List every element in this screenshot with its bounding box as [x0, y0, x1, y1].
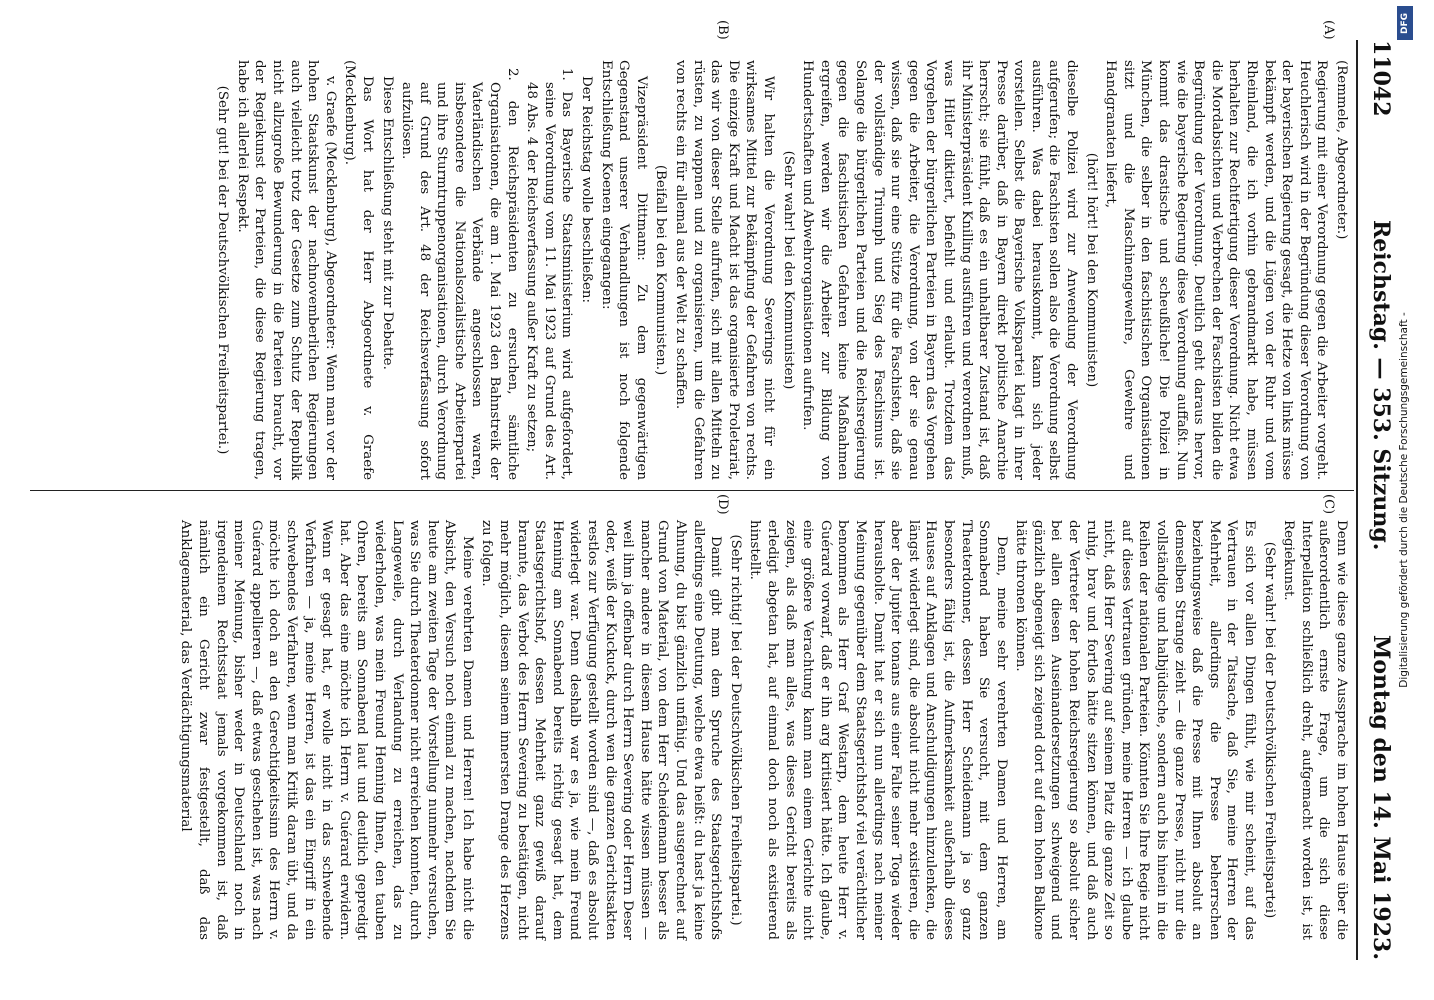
- paragraph: Meine verehrten Damen und Herren! Ich habe nicht die Absicht, den Versuch noch einmal zu machen, nachdem Sie heute am zweiten Tage der Vorstellung nunmehr versuchen, was Sie durch Theaterdonner nicht erreichen konnten, durch Langeweile, durch Verlandung zu erreichen, das zu wiederholen, was mein Freund Henning Ihnen, den tauben Ohren, bereits am Sonnabend laut und deutlich gepredigt hat. Aber das eine möchte ich Herrn v. Guérard erwidern. Wenn er gesagt hat, er wolle nicht in das schwebende Verfahren — ja, meine Herren, ist das ein Eingriff in ein schwebendes Verfahren, wenn man Kritik daran übt, und da möchte ich doch an den Gerechtigkeitssinn des Herrn v. Guérard appellieren —, daß etwas geschehen ist, was nach meiner Meinung, bisher weder in Deutschland noch in irgendeinem Rechtsstaat jemals vorgekommen ist, daß nämlich ein Gericht zwar festgestellt, daß das Anklagematerial, das Verdächtigungsmaterial: [178, 520, 475, 940]
- interjection: (Sehr richtig! bei der Deutschvölkischen Freiheitspartei.): [727, 534, 743, 926]
- credit-text: Digitalisierung gefördert durch die Deutsche Forschungsgemeinschaft -: [1398, 312, 1410, 688]
- paragraph: Regierung mit einer Verordnung gegen die Arbeiter vorgeht. Heuchlerisch wird in der Begründung dieser Verordnung von der bayerischen Regierung gesagt, die Hetze von links müsse bekämpft werden, und die Lügen von der Ruhr und vom Rheinland, die ich vorhin gebrandmarkt habe, müssen herhalten zur Rechtfertigung dieser Verordnung. Nicht etwa die Mordabsichten und Verbrechen der Faschisten bilden die Begründung der Verordnung. Deutlich geht daraus hervor, wie die bayerische Regierung diese Verordnung auffaßt. Nun kommt das drastische und scheußliche! Die Polizei in München, die selber in den faschistischen Organisationen sitzt und die Maschinengewehre, Gewehre und Handgranaten liefert,: [1103, 60, 1330, 480]
- margin-mark-b: (B): [715, 20, 730, 40]
- right-column: [175, 520, 1350, 940]
- page-number: 11042: [1368, 40, 1394, 117]
- paragraph: Denn, meine sehr verehrten Damen und Herren, am Sonnabend haben Sie versucht, mit dem ganzen Theaterdonner, dessen Herr Scheidemann ja so ganz besonders fähig ist, die Aufmerksamkeit außerhalb dieses Hauses auf Anklagen und Anschuldigungen hinzulenken, die längst widerlegt sind, die absolut nicht mehr existieren, die aber der Jupiter tonans aus einer Falte seiner Toga wieder herausholte. Damit hat er sich nun allerdings nach meiner Meinung gegenüber dem Staatsgerichtshof viel verächtlicher benommen als Herr Graf Westarp, dem heute Herr v. Guérard vorwarf, daß er ihn arg kritisiert hätte. Ich glaube, eine größere Verachtung kann man einem Gerichte nicht zeigen, als daß man alles, was dieses Gericht bereits als erledigt abgetan hat, auf einmal doch noch als existierend hinstellt.: [747, 520, 1009, 940]
- paragraph: Denn wie diese ganze Aussprache im hohen Hause über die außerordentlich ernste Frage, um die sich diese Interpellation schließlich dreht, aufgemacht worden ist, ist Regiekunst.: [1281, 520, 1349, 940]
- interjection: (Sehr wahr! bei den Kommunisten): [780, 150, 796, 390]
- paragraph: Der Reichstag wolle beschließen:: [579, 76, 595, 304]
- list-item: 1. Das Bayerische Staatsministerium wird aufgefordert, seine Verordnung vom 11. Mai 1923 auf Grund des Art. 48 Abs. 4 der Reichsverfassung außer Kraft zu setzen;: [524, 68, 575, 480]
- paragraph: Damit gibt man dem Spruche des Staatsgerichtshofs allerdings eine Deutung, welche etwa heißt: du hast ja keine Ahnung, du bist gänzlich unfähig. Und das ausgerechnet auf Grund von Material, von dem Herr Scheidemann besser als mancher andere in diesem Hause hätte wissen müssen — weil ihm ja offenbar durch Herrn Severing oder Herrn Deser oder, weiß der Kuckuck, durch wen die ganzen Gerichtsakten restlos zur Verfügung gestellt worden sind —, daß es absolut widerlegt war. Denn deshalb war es ja, wie mein Freund Henning am Sonnabend bereits richtig gesagt hat, dem Staatsgerichtshof, dessen Mehrheit ganz gewiß darauf brannte, das Verbot des Herrn Severing zu bestätigen, nicht mehr möglich, diesem seinem innersten Drange des Herzens zu folgen.: [479, 520, 724, 940]
- paragraph: (Remmele, Abgeordneter.): [1334, 60, 1349, 240]
- margin-mark-a: (A): [1321, 20, 1336, 40]
- left-column: [212, 60, 1350, 480]
- dfg-logo: DFG: [1397, 6, 1413, 40]
- margin-mark-d: (D): [715, 494, 730, 515]
- interjection: (Sehr wahr! bei der Deutschvölkischen Freiheitspartei): [1261, 541, 1277, 919]
- paragraph: Vizepräsident Dittmann: Zu dem gegenwärtigen Gegenstand unserer Verhandlungen ist noch folgende Entschließung Koenen eingegangen:: [598, 60, 649, 480]
- paragraph: Diese Entschließung steht mit zur Debatte.: [379, 76, 395, 370]
- paragraph: Es sich vor allen Dingen fühlt, wie mir scheint, auf das Vertrauen in der Tatsache, daß Sie, meine Herren der Mehrheit, allerdings die Presse beherrschen beziehungsweise daß die Presse mit Ihnen absolut an demselben Strange zieht — die ganze Presse, nicht nur die vollständige und halbjüdische, sondern auch bis hinein in die Reihen der nationalen Parteien. Könnten Sie Ihre Regie nicht auf dieses Vertrauen gründen, meine Herren — ich glaube nicht, daß Herr Severing auf seinem Platz die ganze Zeit so ruhig, brav und fortlos hätte sitzen können, und daß auch der Vertreter der hohen Reichsregierung so absolut sicher bei allen diesen Auseinandersetzungen schweigend und gänzlich abgeneigt sich zeigend dort auf dem hohen Balkone hätte thronen können.: [1013, 520, 1258, 940]
- digitization-credit: [1396, 0, 1434, 1000]
- interjection: (hört! hört! bei den Kommunisten): [1083, 152, 1099, 388]
- interjection: (Beifall bei den Kommunisten.): [653, 164, 669, 376]
- column-divider: [30, 490, 1354, 491]
- margin-mark-c: (C): [1321, 494, 1336, 515]
- session-date: Montag den 14. Mai 1923.: [1368, 635, 1394, 960]
- list-item: 2. den Reichspräsidenten zu ersuchen, sämtliche Organisationen, die am 1. Mai 1923 den Bahnstreik der Vaterländischen Verbände angeschlossen waren, insbesondere die Nationalsozialistische Arbeiterpartei und ihre Sturmtruppenorganisationen, durch Verordnung auf Grund des Art. 48 der Reichsverfassung sofort aufzulösen.: [399, 68, 520, 480]
- paragraph: Das Wort hat der Herr Abgeordnete v. Graefe (Mecklenburg).: [342, 60, 375, 480]
- interjection: (Sehr gut! bei der Deutschvölkischen Freiheitspartei.): [215, 85, 231, 455]
- paragraph: Wir halten die Verordnung Severings nicht für ein wirksames Mittel zur Bekämpfung der Gefahren von rechts. Die einzige Kraft und Macht ist das organisierte Proletariat, das wir von dieser Stelle aufrufen, sich mit allen Mitteln zu rüsten, zu wappnen und zu organisieren, um die Gefahren von rechts ein für allemal aus der Welt zu schaffen.: [673, 60, 776, 480]
- paragraph: dieselbe Polizei wird zur Anwendung der Verordnung aufgerufen; die Faschisten sollen also die Verordnung selbst ausführen. Was dabei herauskommt, kann sich jeder vorstellen. Selbst die Bayerische Volkspartei klagt in ihrer Presse darüber, daß in Bayern direkt politische Anarchie herrscht; sie fühlt, daß es ein unhaltbarer Zustand ist, daß ihr Ministerpräsident Knilling ausführen und verordnen muß, was Hitler diktiert, befiehlt und erlaubt. Trotzdem das Vorgehen der bürgerlichen Parteien in Bayern das Vorgehen gegen die Arbeiter, die Verordnung, von der sie genau wissen, daß sie nur eine Stütze für die Faschisten, daß sie der vollständige Triumph und Sieg des Faschismus ist. Solange die bürgerlichen Parteien und die Reichsregierung gegen die faschistischen Gefahren keine Maßnahmen ergreifen, werden wir die Arbeiter zur Bildung von Hundertschaften und Abwehrorganisationen aufrufen.: [800, 60, 1080, 480]
- session-title: Reichstag. — 353. Sitzung.: [1368, 220, 1394, 551]
- paragraph: v. Graefe (Mecklenburg), Abgeordneter: Wenn man vor der hohen Staatskunst der nachnovemberlichen Regierungen auch vielleicht trotz der Gesetze zum Schutz der Republik nicht allzugroße Bewunderung in die Parteien braucht, vor der Regiekunst der Parteien, die diese Regierung tragen, habe ich allerlei Respekt.: [234, 60, 338, 480]
